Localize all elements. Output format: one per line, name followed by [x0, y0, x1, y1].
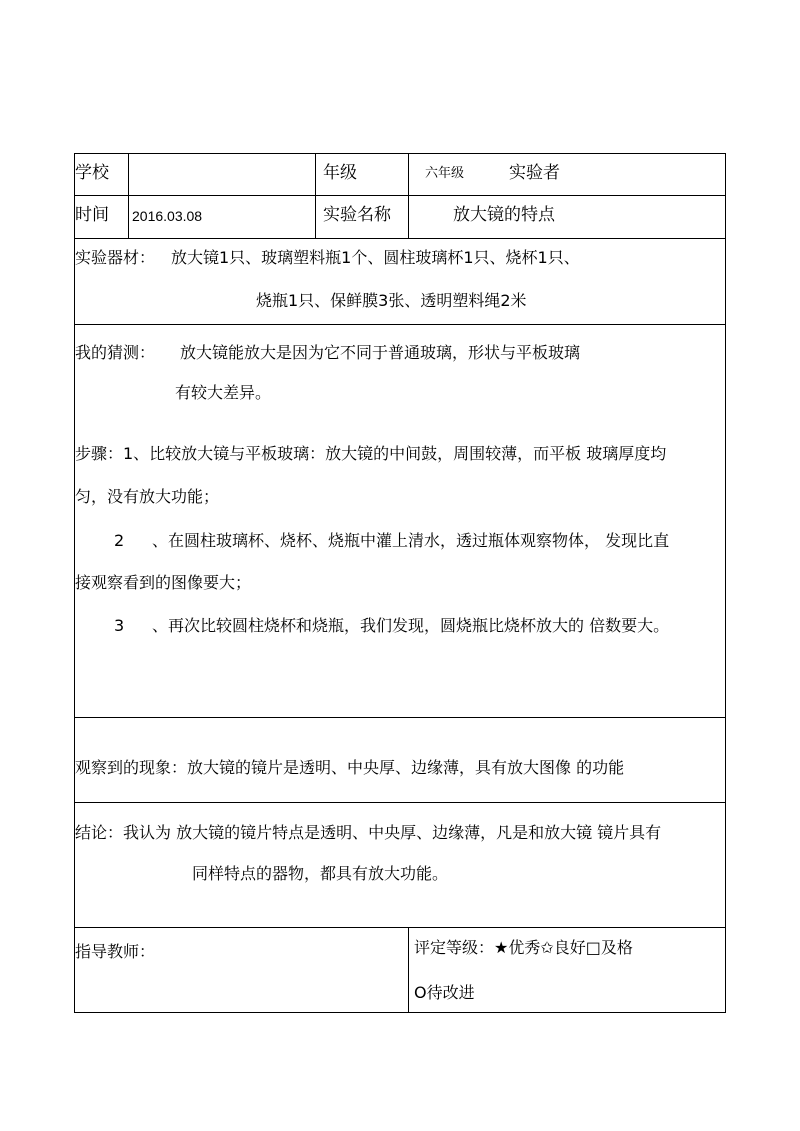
column-divider [315, 153, 316, 238]
equipment-label: 实验器材： [75, 248, 156, 267]
step-3-number: 3 [114, 616, 125, 635]
row-divider [74, 717, 726, 718]
experiment-name-value: 放大镜的特点 [453, 205, 555, 225]
teacher-label: 指导教师： [75, 942, 156, 961]
step-2-line-1: 、在圆柱玻璃杯、烧杯、烧瓶中灌上清水，透过瓶体观察物体， 发现比直 [152, 531, 670, 550]
grade-label: 年级 [323, 163, 357, 183]
step-2-number: 2 [114, 531, 125, 550]
row-divider [74, 802, 726, 803]
rating-options: ★优秀✩良好□及格 [494, 938, 633, 957]
conclusion-line-1: 结论：我认为 放大镜的镜片特点是透明、中央厚、边缘薄，凡是和放大镜 镜片具有 [75, 823, 662, 842]
experiment-name-label: 实验名称 [323, 205, 391, 225]
guess-line-1: 放大镜能放大是因为它不同于普通玻璃，形状与平板玻璃 [180, 343, 581, 362]
observation-text: 观察到的现象：放大镜的镜片是透明、中央厚、边缘薄，具有放大图像 的功能 [75, 758, 625, 777]
guess-label: 我的猜测： [75, 343, 156, 362]
step-3-line-1: 、再次比较圆柱烧杯和烧瓶，我们发现，圆烧瓶比烧杯放大的 倍数要大。 [152, 616, 670, 635]
row-divider [74, 238, 726, 239]
rating-label: 评定等级： [414, 938, 495, 957]
conclusion-line-2: 同样特点的器物，都具有放大功能。 [192, 864, 449, 883]
row-divider [74, 927, 726, 928]
row-divider [74, 195, 726, 196]
row-divider [74, 324, 726, 325]
column-divider [128, 153, 129, 238]
column-divider [408, 153, 409, 238]
time-value: 2016.03.08 [132, 208, 203, 224]
experimenter-label: 实验者 [509, 163, 560, 183]
column-divider [408, 927, 409, 1013]
step-1-line-2: 匀，没有放大功能； [75, 487, 220, 506]
equipment-line-2: 烧瓶1只、保鲜膜3张、透明塑料绳2米 [256, 291, 527, 310]
equipment-line-1: 放大镜1只、玻璃塑料瓶1个、圆柱玻璃杯1只、烧杯1只、 [171, 248, 580, 267]
school-label: 学校 [75, 163, 109, 183]
time-label: 时间 [75, 205, 109, 225]
rating-options-pending: O待改进 [414, 983, 475, 1002]
guess-line-2: 有较大差异。 [175, 383, 272, 402]
grade-value: 六年级 [425, 166, 465, 181]
step-2-line-2: 接观察看到的图像要大； [75, 573, 252, 592]
step-1-line-1: 步骤：1、比较放大镜与平板玻璃：放大镜的中间鼓，周围较薄，而平板 玻璃厚度均 [75, 444, 667, 463]
